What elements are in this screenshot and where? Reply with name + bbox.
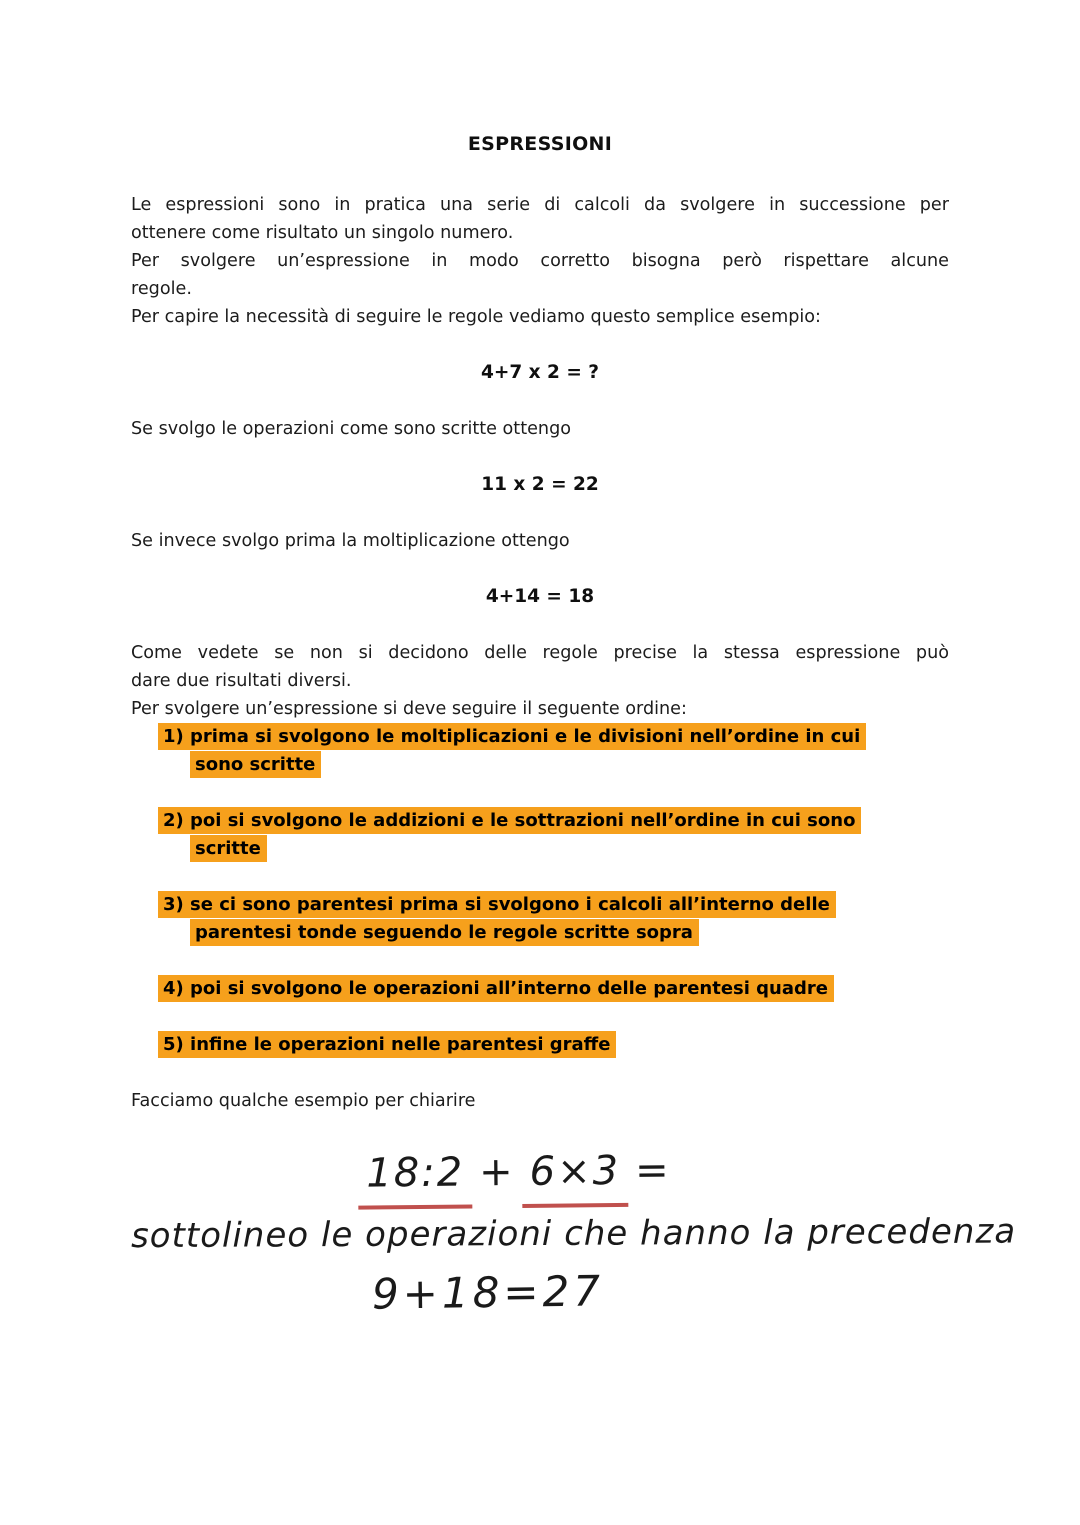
rule-item-1	[158, 723, 949, 779]
intro-line-5: Per capire la necessità di seguire le regole vediamo questo semplice esempio:	[131, 307, 821, 327]
rule-item-4	[158, 947, 949, 1003]
rule-1-line-2: sono scritte	[190, 751, 321, 778]
caption-1: Se svolgo le operazioni come sono scritte ottengo	[131, 419, 572, 439]
rule-3-line-2: parentesi tonde seguendo le regole scritte sopra	[190, 919, 699, 946]
rule-2-line-2: scritte	[190, 835, 267, 862]
rule-item-3	[158, 863, 949, 947]
rule-2-line-1: 2) poi si svolgono le addizioni e le sottrazioni nell’ordine in cui sono	[158, 807, 861, 834]
handwritten-equation	[109, 1137, 928, 1213]
intro-line-3: Per svolgere un’espressione in modo corretto bisogna però rispettare alcune	[131, 251, 949, 271]
page-title: ESPRESSIONI	[467, 133, 613, 155]
plus-sign: +	[478, 1149, 515, 1196]
equation-3: 4+14 = 18	[485, 586, 595, 607]
rule-item-2	[158, 779, 949, 863]
closing-line: Facciamo qualche esempio per chiarire	[131, 1091, 476, 1111]
handwritten-note: sottolineo le operazioni che hanno la precedenza	[130, 1211, 1017, 1257]
equals-sign: =	[634, 1147, 671, 1194]
underlined-multiplication: 6×3	[521, 1148, 628, 1208]
intro-line-4: regole.	[131, 279, 192, 299]
caption-2: Se invece svolgo prima la moltiplicazione ottengo	[131, 531, 570, 551]
intro-line-2: ottenere come risultato un singolo numero.	[131, 223, 514, 243]
equation-2: 11 x 2 = 22	[481, 474, 599, 495]
rule-1-line-1: 1) prima si svolgono le moltiplicazioni e le divisioni nell’ordine in cui	[158, 723, 866, 750]
intro-line-1: Le espressioni sono in pratica una serie di calcoli da svolgere in successione per	[131, 195, 949, 215]
underlined-division: 18:2	[358, 1149, 472, 1209]
rule-5-line-1: 5) infine le operazioni nelle parentesi graffe	[158, 1031, 616, 1058]
rules-intro-line-2: dare due risultati diversi.	[131, 671, 352, 691]
rule-3-line-1: 3) se ci sono parentesi prima si svolgono i calcoli all’interno delle	[158, 891, 836, 918]
handwritten-example	[130, 1141, 1017, 1322]
handwritten-result: 9+18=27	[371, 1266, 605, 1319]
rules-list	[158, 723, 949, 1059]
rule-item-5	[158, 1003, 949, 1059]
rules-intro-line-1: Come vedete se non si decidono delle regole precise la stessa espressione può	[131, 643, 949, 663]
rule-4-line-1: 4) poi si svolgono le operazioni all’interno delle parentesi quadre	[158, 975, 834, 1002]
rules-intro-line-3: Per svolgere un’espressione si deve seguire il seguente ordine:	[131, 699, 687, 719]
equation-1: 4+7 x 2 = ?	[480, 362, 600, 383]
